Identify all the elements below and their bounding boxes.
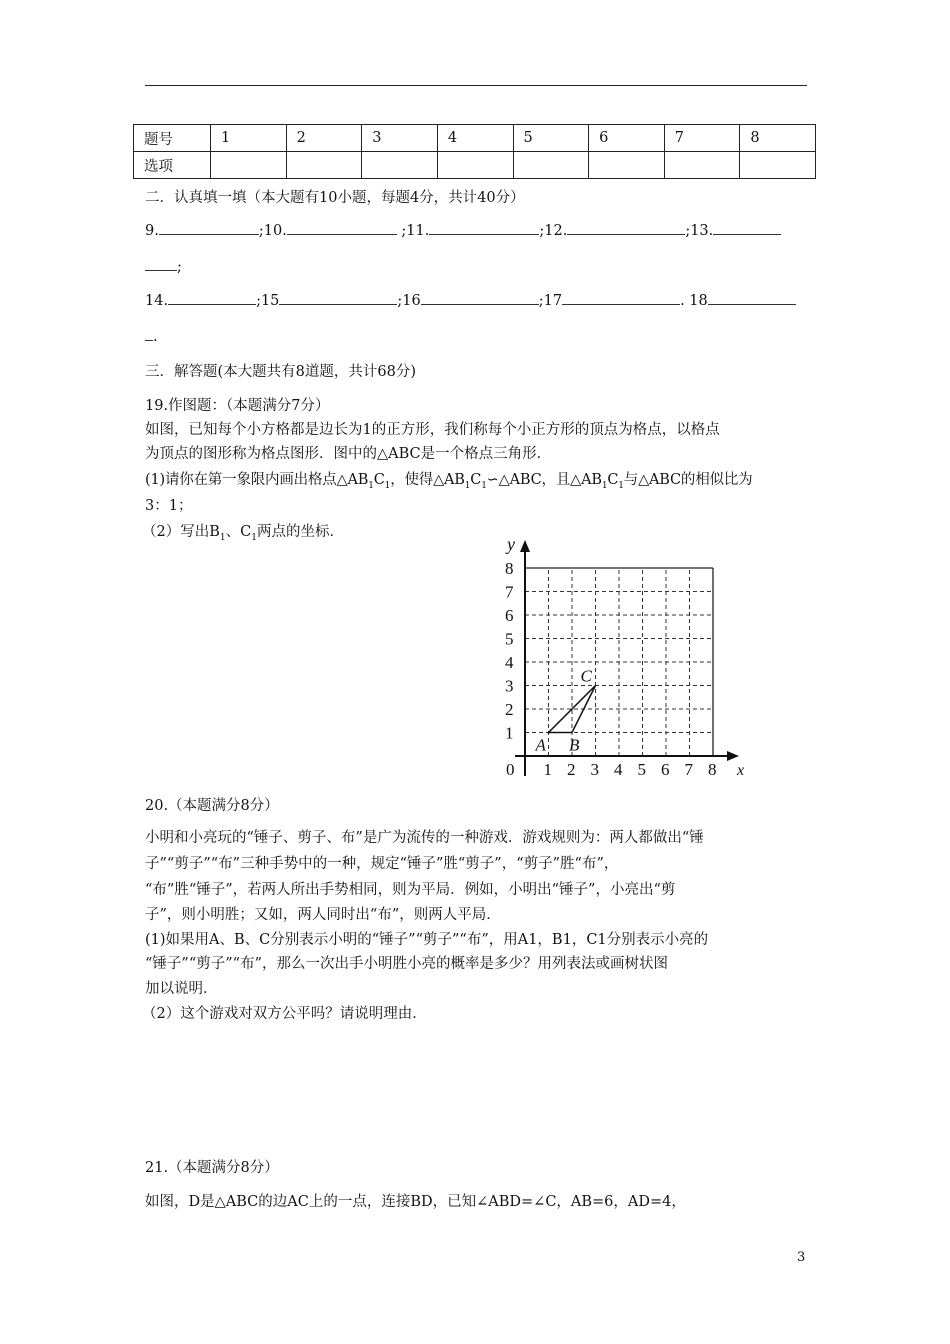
wrap2-end: . — [153, 329, 158, 345]
x-tick-label: 7 — [684, 760, 693, 779]
table-cell: 4 — [437, 125, 513, 152]
table-cell: 5 — [513, 125, 589, 152]
q9-label: 9. — [145, 223, 159, 239]
point-label-a: A — [535, 735, 546, 755]
text: C — [607, 472, 619, 488]
subscript: 1 — [601, 480, 608, 491]
text: 与△ABC的相似比为 — [623, 472, 753, 488]
q19-part2 — [142, 520, 344, 543]
y-tick-label: 7 — [505, 582, 514, 602]
q19-title: 19.作图题：（本题满分7分） — [145, 398, 330, 414]
q17-label: ;17 — [538, 293, 563, 309]
fill-line-1-wrap — [145, 256, 182, 275]
table-row — [134, 125, 816, 152]
subscript: 1 — [219, 532, 226, 543]
x-axis-arrow — [727, 751, 739, 761]
q20-text: (1)如果用A、B、C分别表示小明的“锤子”“剪子”“布”，用A1，B1，C1分别表示小亮的 — [145, 932, 709, 948]
q10-label: ;10. — [258, 223, 287, 239]
table-cell: 1 — [211, 125, 287, 152]
q20-text: “布”胜“锤子”，若两人所出手势相同，则为平局．例如，小明出“锤子”，小亮出“剪 — [145, 882, 676, 898]
q20-text: 小明和小亮玩的“锤子、剪子、布”是广为流传的一种游戏．游戏规则为：两人都做出“锤 — [145, 830, 704, 846]
fill-line-2 — [145, 290, 796, 309]
table-cell: 8 — [740, 125, 816, 152]
q18-label: . 18 — [680, 293, 708, 309]
subscript: 1 — [464, 480, 471, 491]
table-cell: 题号 — [134, 125, 211, 152]
answer-cell[interactable] — [740, 152, 816, 179]
subscript: 1 — [384, 480, 391, 491]
x-tick-label: 3 — [590, 760, 599, 779]
q19-text: 3：1； — [145, 498, 193, 514]
subscript: 1 — [251, 532, 257, 543]
q18-blank-cont[interactable] — [145, 326, 153, 341]
q14-blank[interactable] — [168, 290, 256, 305]
fill-line-1 — [145, 220, 781, 239]
wrap1-end: ; — [177, 259, 182, 275]
q11-label: ;11. — [401, 223, 430, 239]
q16-blank[interactable] — [421, 290, 539, 305]
y-tick-label: 2 — [505, 700, 514, 719]
table-cell: 6 — [589, 125, 665, 152]
x-tick-label: 1 — [543, 760, 552, 779]
y-tick-label: 6 — [505, 606, 514, 625]
q15-label: ;15 — [256, 293, 280, 309]
x-axis-label: x — [737, 762, 745, 779]
y-tick-label: 3 — [505, 676, 514, 696]
text: ∽△ABC，且△AB — [486, 472, 602, 488]
subscript: 1 — [618, 480, 624, 491]
text: 两点的坐标． — [256, 524, 344, 540]
q19-text: 为顶点的图形称为格点图形．图中的△ABC是一个格点三角形． — [145, 446, 552, 462]
q11-blank[interactable] — [429, 220, 539, 235]
y-tick-label: 1 — [505, 723, 514, 743]
q20-title: 20.（本题满分8分） — [145, 798, 279, 814]
x-tick-label: 5 — [637, 760, 646, 779]
q13-blank-cont[interactable] — [145, 256, 177, 271]
text: 、C — [225, 524, 252, 540]
y-axis-label: y — [507, 534, 515, 554]
q16-label: ;16 — [397, 293, 421, 309]
page-number: 3 — [797, 1250, 806, 1265]
q21-title: 21.（本题满分8分） — [145, 1160, 279, 1176]
text: (1)请你在第一象限内画出格点△AB — [145, 472, 369, 488]
q20-text: （2）这个游戏对双方公平吗？请说明理由． — [142, 1006, 427, 1022]
fill-line-2-wrap — [145, 326, 158, 345]
table-cell: 3 — [362, 125, 438, 152]
q20-text: “锤子”“剪子”“布”，那么一次出手小明胜小亮的概率是多少？用列表法或画树状图 — [145, 956, 668, 972]
q15-blank[interactable] — [279, 290, 397, 305]
x-tick-label: 2 — [567, 760, 576, 779]
x-tick-label: 8 — [708, 760, 717, 779]
y-axis-arrow — [520, 540, 530, 552]
q18-blank[interactable] — [708, 290, 796, 305]
table-row — [134, 152, 816, 179]
q9-blank[interactable] — [159, 220, 259, 235]
point-label-c: C — [580, 666, 592, 686]
q17-blank[interactable] — [562, 290, 680, 305]
point-label-b: B — [569, 735, 580, 755]
subscript: 1 — [481, 480, 487, 491]
q10-blank[interactable] — [287, 220, 397, 235]
q20-text: 子”“剪子”“布”三种手势中的一种，规定“锤子”胜“剪子”，“剪子”胜“布”， — [145, 856, 619, 872]
y-tick-label: 4 — [505, 653, 514, 672]
section3-heading: 三．解答题(本大题共有8道题，共计68分) — [145, 364, 416, 380]
q20-text: 加以说明． — [145, 981, 218, 997]
coordinate-grid — [495, 530, 785, 786]
table-cell: 选项 — [134, 152, 211, 179]
q20-text: 子”，则小明胜；又如，两人同时出“布”，则两人平局． — [145, 907, 501, 923]
table-cell: 7 — [664, 125, 740, 152]
answer-table — [133, 124, 816, 179]
text: C — [470, 472, 482, 488]
q19-part1 — [145, 468, 752, 491]
q12-label: ;12. — [539, 223, 568, 239]
y-tick-label: 5 — [505, 629, 514, 649]
answer-cell[interactable] — [589, 152, 665, 179]
text: （2）写出B — [142, 524, 220, 540]
answer-cell[interactable] — [286, 152, 362, 179]
y-tick-label: 8 — [505, 559, 514, 578]
text: ，使得△AB — [390, 472, 465, 488]
answer-cell[interactable] — [211, 152, 287, 179]
x-tick-label: 4 — [614, 760, 623, 779]
answer-cell[interactable] — [437, 152, 513, 179]
q13-blank[interactable] — [713, 220, 781, 235]
subscript: 1 — [368, 480, 374, 491]
x-tick-label: 0 — [506, 760, 515, 779]
header-rule — [145, 85, 807, 86]
q19-text: 如图，已知每个小方格都是边长为1的正方形，我们称每个小正方形的顶点为格点，以格点 — [145, 422, 720, 438]
q12-blank[interactable] — [567, 220, 685, 235]
q21-text: 如图，D是△ABC的边AC上的一点，连接BD，已知∠ABD=∠C，AB=6，AD=4， — [145, 1194, 686, 1210]
section2-heading: 二．认真填一填（本大题有10小题，每题4分，共计40分） — [145, 190, 525, 206]
text: C — [373, 472, 385, 488]
answer-cell[interactable] — [664, 152, 740, 179]
q13-label: ;13. — [685, 223, 714, 239]
q14-label: 14. — [145, 293, 169, 309]
answer-cell[interactable] — [513, 152, 589, 179]
x-tick-label: 6 — [661, 760, 670, 779]
table-cell: 2 — [286, 125, 362, 152]
answer-cell[interactable] — [362, 152, 438, 179]
